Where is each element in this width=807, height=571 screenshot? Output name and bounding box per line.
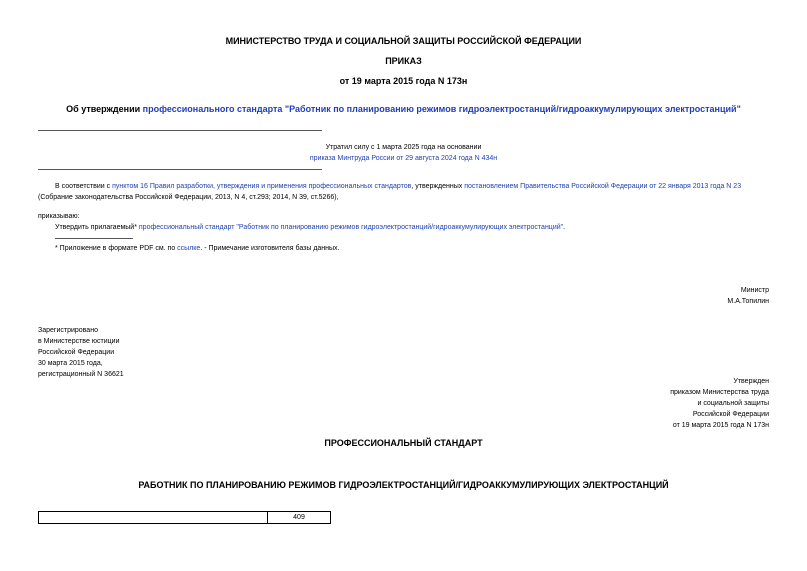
preamble-line2: (Собрание законодательства Российской Федерации, 2013, N 4, ст.293; 2014, N 39, ст.5266), — [38, 194, 339, 201]
registration-block: Зарегистрировано в Министерстве юстиции Российской Федерации 30 марта 2015 года, регистрационный N 36621 — [38, 327, 124, 378]
rules-link[interactable]: пунктом 16 Правил разработки, утверждения и применения профессиональных стандартов — [112, 183, 412, 190]
standard-heading: ПРОФЕССИОНАЛЬНЫЙ СТАНДАРТ — [324, 438, 483, 448]
order-word: приказываю: — [38, 213, 80, 220]
order-label: ПРИКАЗ — [385, 56, 422, 66]
standard-name: РАБОТНИК ПО ПЛАНИРОВАНИЮ РЕЖИМОВ ГИДРОЭЛЕКТРОСТАНЦИЙ/ГИДРОАККУМУЛИРУЮЩИХ ЭЛЕКТРОСТАНЦИЙ — [138, 480, 669, 490]
footnote-separator — [55, 238, 133, 239]
pdf-link[interactable]: ссылке — [177, 245, 201, 252]
separator-top — [38, 130, 322, 131]
signature-position: Министр — [740, 287, 769, 294]
approved-block: Утвержден приказом Министерства труда и социальной защиты Российской Федерации от 19 марта 2015 года N 173н — [670, 378, 769, 429]
title-prefix: Об утверждении — [66, 104, 143, 114]
void-notice-line: Утратил силу с 1 марта 2025 года на основании — [325, 144, 482, 151]
resolution-link[interactable]: постановлением Правительства Российской Федерации от 22 января 2013 года N 23 — [464, 183, 742, 190]
order-date: от 19 марта 2015 года N 173н — [339, 76, 468, 86]
ministry-heading: МИНИСТЕРСТВО ТРУДА И СОЦИАЛЬНОЙ ЗАЩИТЫ РОССИЙСКОЙ ФЕДЕРАЦИИ — [225, 36, 582, 46]
reg-number-table — [38, 511, 331, 524]
approve-line: Утвердить прилагаемый* профессиональный стандарт "Работник по планированию режимов гидроэлектростанций/гидроаккумулирующих электростанций". — [55, 224, 566, 231]
signature-name: М.А.Топилин — [727, 298, 769, 305]
void-notice-link[interactable]: приказа Минтруда России от 29 августа 2024 года N 434н — [309, 155, 498, 162]
reg-number: 409 — [293, 514, 305, 521]
title-link[interactable]: профессионального стандарта "Работник по планированию режимов гидроэлектростанций/гидроаккумулирующих электростанций" — [142, 104, 741, 114]
preamble-line1: В соответствии с пунктом 16 Правил разработки, утверждения и применения профессиональных стандартов, утвержденных постановлением Правительства Российской Федерации от 22 января 2013 года N 23 — [55, 183, 742, 190]
standard-link[interactable]: профессиональный стандарт "Работник по планированию режимов гидроэлектростанций/гидроаккумулирующих электростанций" — [138, 224, 564, 231]
document-title — [0, 104, 807, 114]
footnote: * Приложение в формате PDF см. по ссылке. - Примечание изготовителя базы данных. — [55, 245, 340, 252]
separator-bottom — [38, 169, 322, 170]
